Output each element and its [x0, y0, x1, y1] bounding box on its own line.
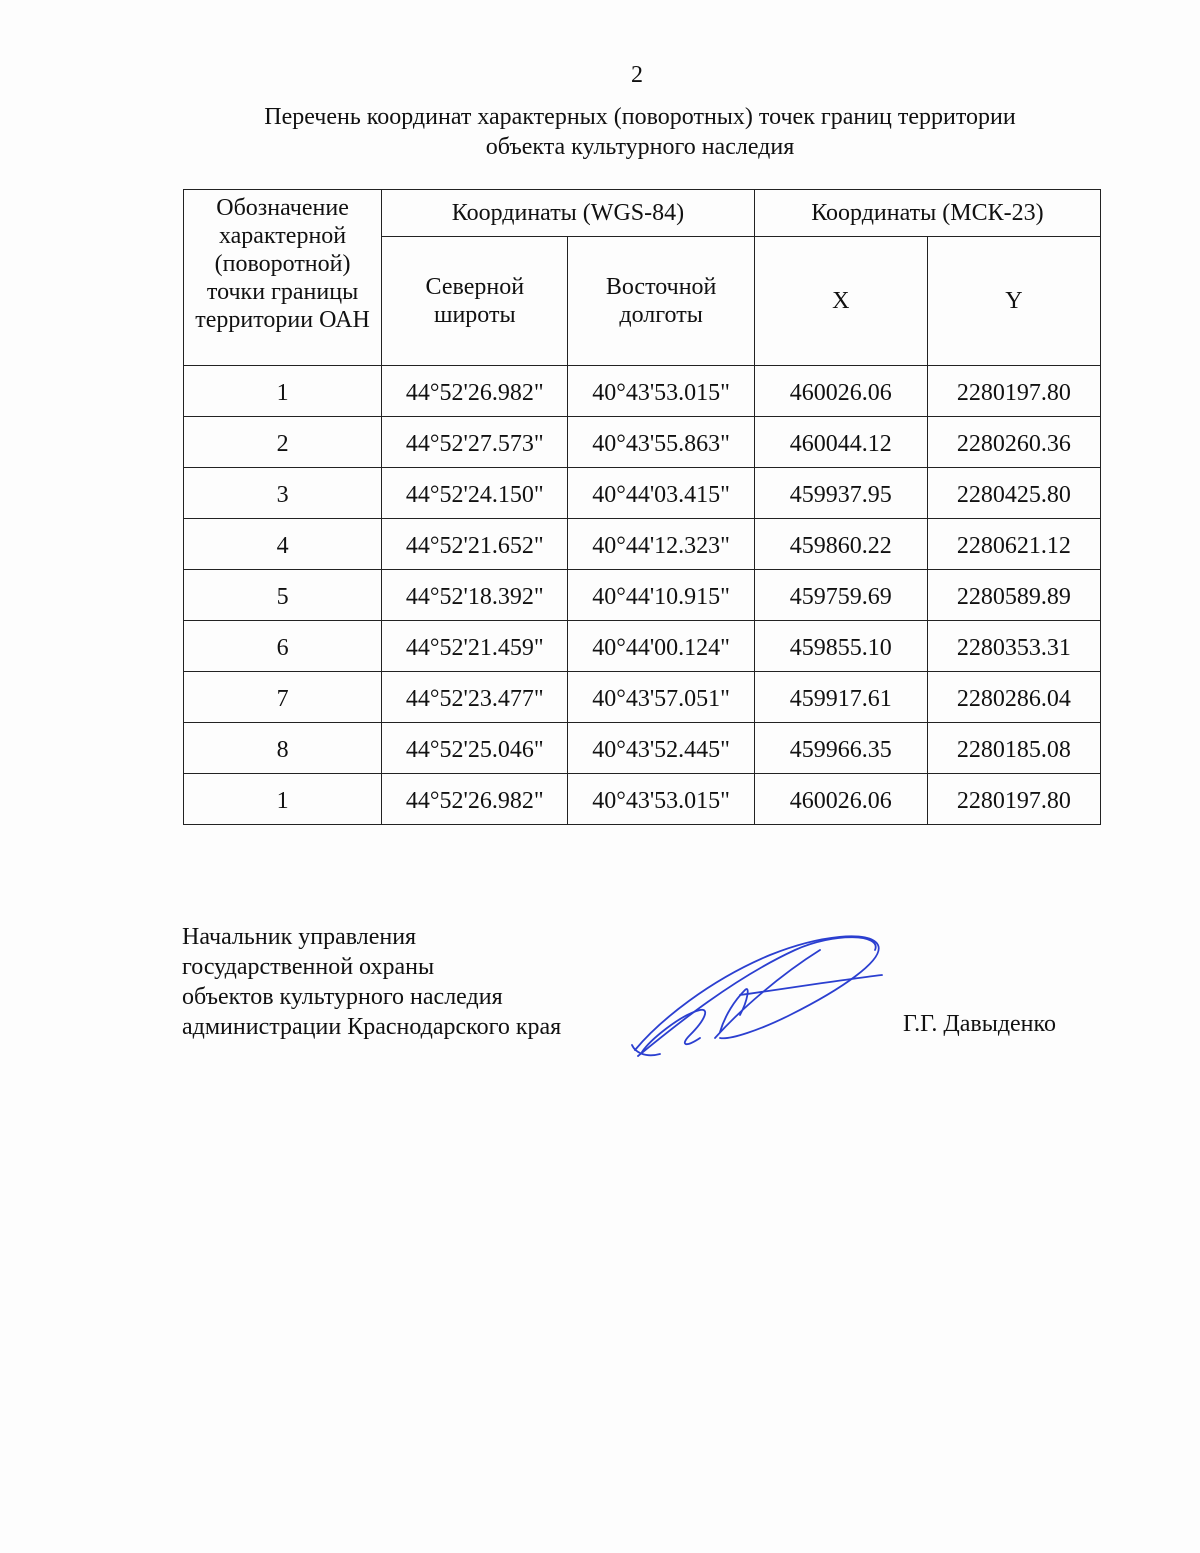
cell-x: 459966.35 — [754, 723, 927, 774]
cell-x: 460026.06 — [754, 774, 927, 825]
cell-y: 2280197.80 — [927, 774, 1100, 825]
cell-latitude: 44°52'21.652" — [382, 519, 568, 570]
cell-x: 459860.22 — [754, 519, 927, 570]
cell-point: 7 — [184, 672, 382, 723]
signatory-line-2: государственной охраны — [182, 954, 435, 980]
document-title — [160, 102, 1120, 162]
signatory-line-1: Начальник управления — [182, 924, 417, 950]
header-point-designation: Обозначение характерной (поворотной) точки границы территории ОАН — [184, 190, 382, 366]
cell-x: 459759.69 — [754, 570, 927, 621]
table-row — [184, 417, 1101, 468]
cell-latitude: 44°52'25.046" — [382, 723, 568, 774]
cell-longitude: 40°43'53.015" — [568, 774, 754, 825]
cell-latitude: 44°52'27.573" — [382, 417, 568, 468]
signatory-line-3: объектов культурного наследия — [182, 984, 503, 1010]
table-row — [184, 672, 1101, 723]
cell-latitude: 44°52'18.392" — [382, 570, 568, 621]
coordinates-table — [183, 189, 1101, 825]
table-row — [184, 519, 1101, 570]
cell-point: 1 — [184, 774, 382, 825]
cell-x: 459917.61 — [754, 672, 927, 723]
cell-longitude: 40°43'52.445" — [568, 723, 754, 774]
table-row — [184, 570, 1101, 621]
cell-point: 5 — [184, 570, 382, 621]
cell-point: 4 — [184, 519, 382, 570]
header-y: Y — [927, 237, 1100, 366]
signatory-line-4: администрации Краснодарского края — [182, 1014, 562, 1040]
signatory-position — [182, 922, 561, 1042]
cell-latitude: 44°52'26.982" — [382, 366, 568, 417]
cell-point: 2 — [184, 417, 382, 468]
table-row — [184, 774, 1101, 825]
cell-longitude: 40°44'00.124" — [568, 621, 754, 672]
cell-x: 459937.95 — [754, 468, 927, 519]
header-east-longitude: Восточной долготы — [568, 237, 754, 366]
table-row — [184, 366, 1101, 417]
cell-x: 460044.12 — [754, 417, 927, 468]
cell-x: 459855.10 — [754, 621, 927, 672]
cell-point: 6 — [184, 621, 382, 672]
cell-point: 1 — [184, 366, 382, 417]
signatory-name: Г.Г. Давыденко — [903, 1011, 1056, 1037]
cell-y: 2280425.80 — [927, 468, 1100, 519]
cell-y: 2280589.89 — [927, 570, 1100, 621]
title-line-1: Перечень координат характерных (поворотных) точек границ территории — [264, 104, 1016, 130]
header-north-latitude: Северной широты — [382, 237, 568, 366]
cell-y: 2280185.08 — [927, 723, 1100, 774]
cell-point: 3 — [184, 468, 382, 519]
header-msk23: Координаты (МСК-23) — [754, 190, 1100, 237]
table-row — [184, 723, 1101, 774]
cell-y: 2280197.80 — [927, 366, 1100, 417]
header-wgs84: Координаты (WGS-84) — [382, 190, 755, 237]
cell-longitude: 40°43'53.015" — [568, 366, 754, 417]
cell-latitude: 44°52'21.459" — [382, 621, 568, 672]
cell-point: 8 — [184, 723, 382, 774]
table-row — [184, 621, 1101, 672]
cell-latitude: 44°52'26.982" — [382, 774, 568, 825]
cell-longitude: 40°44'10.915" — [568, 570, 754, 621]
table-row — [184, 468, 1101, 519]
cell-y: 2280353.31 — [927, 621, 1100, 672]
cell-longitude: 40°44'12.323" — [568, 519, 754, 570]
header-x: X — [754, 237, 927, 366]
cell-y: 2280621.12 — [927, 519, 1100, 570]
page-number: 2 — [631, 62, 643, 88]
cell-longitude: 40°44'03.415" — [568, 468, 754, 519]
cell-longitude: 40°43'57.051" — [568, 672, 754, 723]
cell-y: 2280286.04 — [927, 672, 1100, 723]
cell-y: 2280260.36 — [927, 417, 1100, 468]
cell-latitude: 44°52'23.477" — [382, 672, 568, 723]
cell-x: 460026.06 — [754, 366, 927, 417]
cell-latitude: 44°52'24.150" — [382, 468, 568, 519]
title-line-2: объекта культурного наследия — [485, 134, 795, 160]
cell-longitude: 40°43'55.863" — [568, 417, 754, 468]
handwritten-signature — [620, 920, 890, 1070]
